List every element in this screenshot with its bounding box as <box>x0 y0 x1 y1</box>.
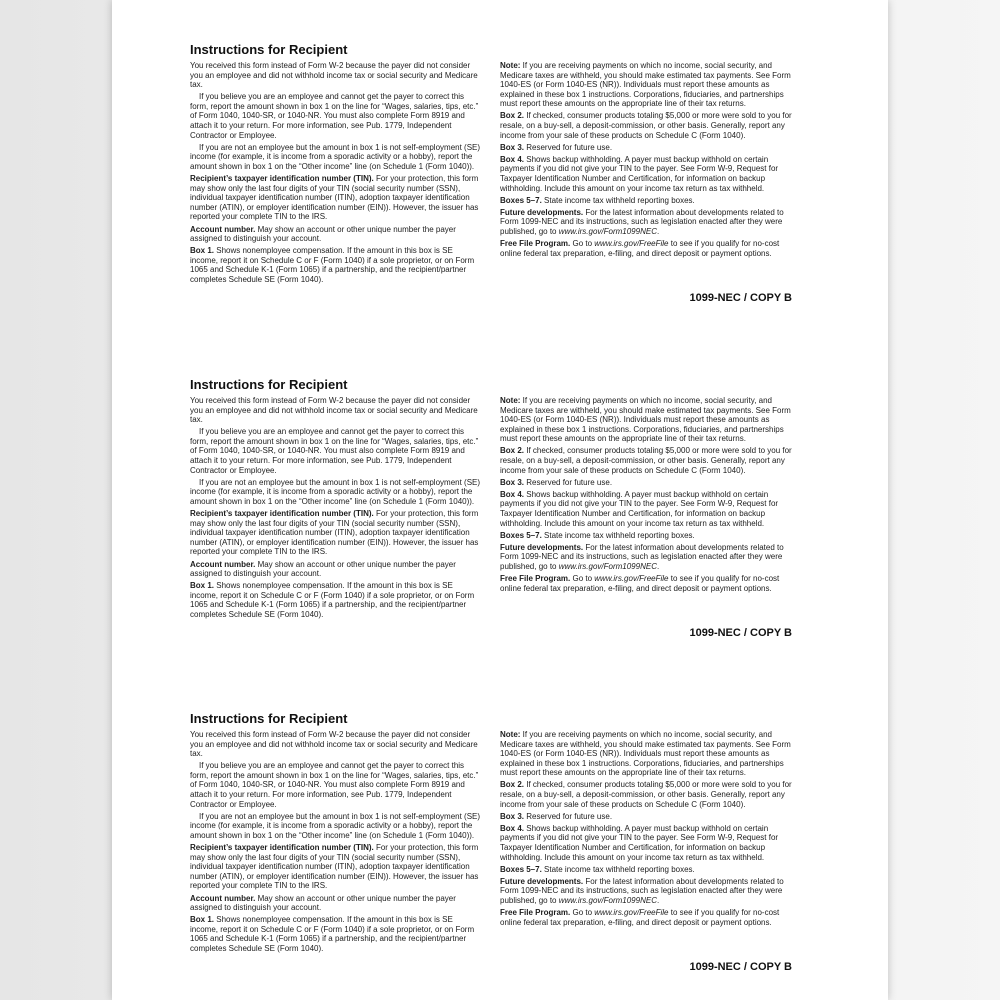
paragraph <box>190 143 482 172</box>
body-text: May show an account or other unique number the payer assigned to distinguish your account. <box>190 893 456 913</box>
paragraph <box>500 478 792 488</box>
body-text: Reserved for future use. <box>526 142 613 152</box>
paragraph <box>500 111 792 140</box>
body-text: Reserved for future use. <box>526 811 613 821</box>
paragraph <box>500 574 792 593</box>
paragraph <box>190 427 482 475</box>
bold-lead-text: Note: <box>500 730 523 739</box>
bold-lead-text: Recipient’s taxpayer identification number (TIN). <box>190 509 376 519</box>
left-column <box>190 730 482 956</box>
body-text: If you are receiving payments on which no income, social security, and Medicare taxes are withheld, you should make estimated tax payments. See Form 1040-ES (or Form 1040-ES (NR)). Individuals must report these amounts as explained in these box 1 instructions. Corporations, fiduciaries, and partnerships must report these amounts on the appropriate line of their tax returns. <box>500 396 791 444</box>
body-text: Go to <box>572 908 595 918</box>
paragraph <box>500 490 792 528</box>
body-text: If you believe you are an employee and cannot get the payer to correct this form, report the amount shown in box 1 on the line for “Wages, salaries, tips, etc.” of Form 1040, 1040-SR, or 1040-NR. You must also complete Form 8919 and attach it to your return. For more information, see Pub. 1779, Independent Contractor or Employee. <box>190 427 479 475</box>
paragraph <box>500 208 792 237</box>
body-text: For your protection, this form may show only the last four digits of your TIN (social security number (SSN), individual taxpayer identification number (ITIN), adoption taxpayer identification number (ATIN), or employer identification number (EIN)). However, the issuer has reported your complete TIN to the IRS. <box>190 174 479 222</box>
paragraph <box>190 61 482 90</box>
paragraph <box>500 239 792 258</box>
paragraph <box>500 446 792 475</box>
columns <box>190 61 792 287</box>
italic-url-text: www.irs.gov/Form1099NEC <box>558 896 657 905</box>
body-text: Shows backup withholding. A payer must backup withhold on certain payments if you did not give your TIN to the payer. See Form W-9, Request for Taxpayer Identification Number and Certification, for information on backup withholding. Include this amount on your income tax return as tax withheld. <box>500 154 779 193</box>
bold-lead-text: Box 3. <box>500 142 527 152</box>
paragraph <box>500 155 792 193</box>
body-text: . <box>656 227 660 236</box>
paragraph <box>190 509 482 557</box>
paragraph <box>500 780 792 809</box>
body-text: If you are receiving payments on which no income, social security, and Medicare taxes are withheld, you should make estimated tax payments. See Form 1040-ES (or Form 1040-ES (NR)). Individuals must report these amounts as explained in these box 1 instructions. Corporations, fiduciaries, and partnerships must report these amounts on the appropriate line of their tax returns. <box>500 61 791 109</box>
body-text: Go to <box>572 574 595 584</box>
bold-lead-text: Account number. <box>190 893 258 903</box>
paragraph <box>190 396 482 425</box>
paragraph <box>190 246 482 284</box>
instructions-section-3 <box>190 711 792 973</box>
paragraph <box>500 812 792 822</box>
paragraph <box>190 581 482 619</box>
body-text: You received this form instead of Form W-2 because the payer did not consider you an employee and did not withhold income tax or social security and Medicare tax. <box>190 396 478 425</box>
body-text: If checked, consumer products totaling $5,000 or more were sold to you for resale, on a buy-sell, a deposit-commission, or other basis. Generally, report any income from your sale of these products on Schedule C (Form 1040). <box>500 111 792 140</box>
body-text: If checked, consumer products totaling $5,000 or more were sold to you for resale, on a buy-sell, a deposit-commission, or other basis. Generally, report any income from your sale of these products on Schedule C (Form 1040). <box>500 446 792 475</box>
section-title: Instructions for Recipient <box>190 377 348 392</box>
section-title: Instructions for Recipient <box>190 42 348 57</box>
body-text: Shows backup withholding. A payer must backup withhold on certain payments if you did not give your TIN to the payer. See Form W-9, Request for Taxpayer Identification Number and Certification, for information on backup withholding. Include this amount on your income tax return as tax withheld. <box>500 489 779 528</box>
body-text: If you believe you are an employee and cannot get the payer to correct this form, report the amount shown in box 1 on the line for “Wages, salaries, tips, etc.” of Form 1040, 1040-SR, or 1040-NR. You must also complete Form 8919 and attach it to your return. For more information, see Pub. 1779, Independent Contractor or Employee. <box>190 761 479 809</box>
bold-lead-text: Free File Program. <box>500 574 573 584</box>
bold-lead-text: Box 4. <box>500 489 527 499</box>
body-text: Shows nonemployee compensation. If the amount in this box is SE income, report it on Schedule C or F (Form 1040) if a sole proprietor, or on Form 1065 and Schedule K-1 (Form 1065) if a partnership, and the recipient/partner completes Schedule SE (Form 1040). <box>190 581 475 619</box>
right-column <box>500 730 792 956</box>
bold-lead-text: Recipient’s taxpayer identification number (TIN). <box>190 174 376 184</box>
bold-lead-text: Box 1. <box>190 581 217 591</box>
bold-lead-text: Note: <box>500 396 523 405</box>
body-text: to see if you qualify for no-cost online federal tax preparation, e-filing, and direct deposit or payment options. <box>500 908 780 927</box>
italic-url-text: www.irs.gov/FreeFile <box>594 908 669 918</box>
paragraph <box>500 543 792 572</box>
paragraph <box>190 730 482 759</box>
bold-lead-text: Box 1. <box>190 915 217 925</box>
bold-lead-text: Boxes 5–7. <box>500 864 545 874</box>
paragraph <box>190 478 482 507</box>
body-text: State income tax withheld reporting boxes. <box>544 864 695 874</box>
body-text: If you are receiving payments on which no income, social security, and Medicare taxes are withheld, you should make estimated tax payments. See Form 1040-ES (or Form 1040-ES (NR)). Individuals must report these amounts as explained in these box 1 instructions. Corporations, fiduciaries, and partnerships must report these amounts on the appropriate line of their tax returns. <box>500 730 791 778</box>
instructions-section-1 <box>190 42 792 304</box>
paragraph <box>500 396 792 444</box>
body-text: State income tax withheld reporting boxes. <box>544 530 695 540</box>
paragraph <box>190 894 482 913</box>
body-text: If you are not an employee but the amount in box 1 is not self-employment (SE) income (for example, it is income from a sporadic activity or a hobby), report the amount shown in box 1 on the “Other income” line (on Schedule 1 (Form 1040)). <box>190 811 481 840</box>
bold-lead-text: Future developments. <box>500 542 586 552</box>
bold-lead-text: Note: <box>500 61 523 70</box>
body-text: You received this form instead of Form W-2 because the payer did not consider you an employee and did not withhold income tax or social security and Medicare tax. <box>190 61 478 90</box>
italic-url-text: www.irs.gov/FreeFile <box>594 574 669 584</box>
italic-url-text: www.irs.gov/Form1099NEC <box>558 227 657 236</box>
bold-lead-text: Account number. <box>190 224 258 234</box>
columns <box>190 730 792 956</box>
body-text: For the latest information about developments related to Form 1099-NEC and its instructions, such as legislation enacted after they were published, go to <box>500 876 784 905</box>
form-id-label: 1099-NEC / COPY B <box>689 292 792 305</box>
form-sheet <box>112 0 888 1000</box>
italic-url-text: www.irs.gov/Form1099NEC <box>558 562 657 571</box>
body-text: Go to <box>572 239 595 249</box>
columns <box>190 396 792 622</box>
body-text: For your protection, this form may show only the last four digits of your TIN (social security number (SSN), individual taxpayer identification number (ITIN), adoption taxpayer identification number (ATIN), or employer identification number (EIN)). However, the issuer has reported your complete TIN to the IRS. <box>190 509 479 557</box>
form-id-label: 1099-NEC / COPY B <box>689 961 792 974</box>
bold-lead-text: Free File Program. <box>500 239 573 249</box>
left-column <box>190 396 482 622</box>
paragraph <box>190 761 482 809</box>
bold-lead-text: Box 1. <box>190 246 217 256</box>
section-title: Instructions for Recipient <box>190 711 348 726</box>
paragraph <box>190 225 482 244</box>
paragraph <box>500 865 792 875</box>
body-text: You received this form instead of Form W-2 because the payer did not consider you an employee and did not withhold income tax or social security and Medicare tax. <box>190 730 478 759</box>
body-text: Shows backup withholding. A payer must backup withhold on certain payments if you did not give your TIN to the payer. See Form W-9, Request for Taxpayer Identification Number and Certification, for information on backup withholding. Include this amount on your income tax return as tax withheld. <box>500 823 779 862</box>
body-text: If you are not an employee but the amount in box 1 is not self-employment (SE) income (for example, it is income from a sporadic activity or a hobby), report the amount shown in box 1 on the “Other income” line (on Schedule 1 (Form 1040)). <box>190 477 481 506</box>
bold-lead-text: Box 2. <box>500 446 527 456</box>
body-text: State income tax withheld reporting boxes. <box>544 195 695 205</box>
paragraph <box>500 730 792 778</box>
paragraph <box>190 812 482 841</box>
bold-lead-text: Box 3. <box>500 811 527 821</box>
bold-lead-text: Box 4. <box>500 154 527 164</box>
bold-lead-text: Box 3. <box>500 477 527 487</box>
paragraph <box>190 843 482 891</box>
body-text: If you are not an employee but the amount in box 1 is not self-employment (SE) income (for example, it is income from a sporadic activity or a hobby), report the amount shown in box 1 on the “Other income” line (on Schedule 1 (Form 1040)). <box>190 142 481 171</box>
body-text: to see if you qualify for no-cost online federal tax preparation, e-filing, and direct deposit or payment options. <box>500 239 780 258</box>
bold-lead-text: Future developments. <box>500 876 586 886</box>
bold-lead-text: Boxes 5–7. <box>500 195 545 205</box>
right-column <box>500 61 792 287</box>
body-text: Shows nonemployee compensation. If the amount in this box is SE income, report it on Schedule C or F (Form 1040) if a sole proprietor, or on Form 1065 and Schedule K-1 (Form 1065) if a partnership, and the recipient/partner completes Schedule SE (Form 1040). <box>190 246 475 284</box>
bold-lead-text: Account number. <box>190 559 258 569</box>
instructions-section-2 <box>190 377 792 639</box>
bold-lead-text: Free File Program. <box>500 908 573 918</box>
paragraph <box>500 196 792 206</box>
body-text: . <box>656 896 660 905</box>
bold-lead-text: Box 4. <box>500 823 527 833</box>
body-text: Reserved for future use. <box>526 477 613 487</box>
bold-lead-text: Future developments. <box>500 207 586 217</box>
paragraph <box>500 908 792 927</box>
italic-url-text: www.irs.gov/FreeFile <box>594 239 669 249</box>
bold-lead-text: Boxes 5–7. <box>500 530 545 540</box>
body-text: . <box>656 562 660 571</box>
bold-lead-text: Recipient’s taxpayer identification number (TIN). <box>190 843 376 853</box>
paragraph <box>500 824 792 862</box>
body-text: For your protection, this form may show only the last four digits of your TIN (social security number (SSN), individual taxpayer identification number (ITIN), adoption taxpayer identification number (ATIN), or employer identification number (EIN)). However, the issuer has reported your complete TIN to the IRS. <box>190 843 479 891</box>
body-text: If you believe you are an employee and cannot get the payer to correct this form, report the amount shown in box 1 on the line for “Wages, salaries, tips, etc.” of Form 1040, 1040-SR, or 1040-NR. You must also complete Form 8919 and attach it to your return. For more information, see Pub. 1779, Independent Contractor or Employee. <box>190 92 479 140</box>
left-column <box>190 61 482 287</box>
body-text: For the latest information about developments related to Form 1099-NEC and its instructions, such as legislation enacted after they were published, go to <box>500 207 784 236</box>
paragraph <box>500 877 792 906</box>
bold-lead-text: Box 2. <box>500 780 527 790</box>
body-text: to see if you qualify for no-cost online federal tax preparation, e-filing, and direct deposit or payment options. <box>500 574 780 593</box>
body-text: Shows nonemployee compensation. If the amount in this box is SE income, report it on Schedule C or F (Form 1040) if a sole proprietor, or on Form 1065 and Schedule K-1 (Form 1065) if a partnership, and the recipient/partner completes Schedule SE (Form 1040). <box>190 915 475 953</box>
right-column <box>500 396 792 622</box>
paragraph <box>500 61 792 109</box>
paragraph <box>190 915 482 953</box>
form-id-label: 1099-NEC / COPY B <box>689 627 792 640</box>
paragraph <box>500 143 792 153</box>
paragraph <box>190 92 482 140</box>
paragraph <box>190 174 482 222</box>
bold-lead-text: Box 2. <box>500 111 527 121</box>
body-text: May show an account or other unique number the payer assigned to distinguish your account. <box>190 559 456 579</box>
paragraph <box>500 531 792 541</box>
body-text: For the latest information about developments related to Form 1099-NEC and its instructions, such as legislation enacted after they were published, go to <box>500 542 784 571</box>
body-text: If checked, consumer products totaling $5,000 or more were sold to you for resale, on a buy-sell, a deposit-commission, or other basis. Generally, report any income from your sale of these products on Schedule C (Form 1040). <box>500 780 792 809</box>
body-text: May show an account or other unique number the payer assigned to distinguish your account. <box>190 224 456 244</box>
paragraph <box>190 560 482 579</box>
